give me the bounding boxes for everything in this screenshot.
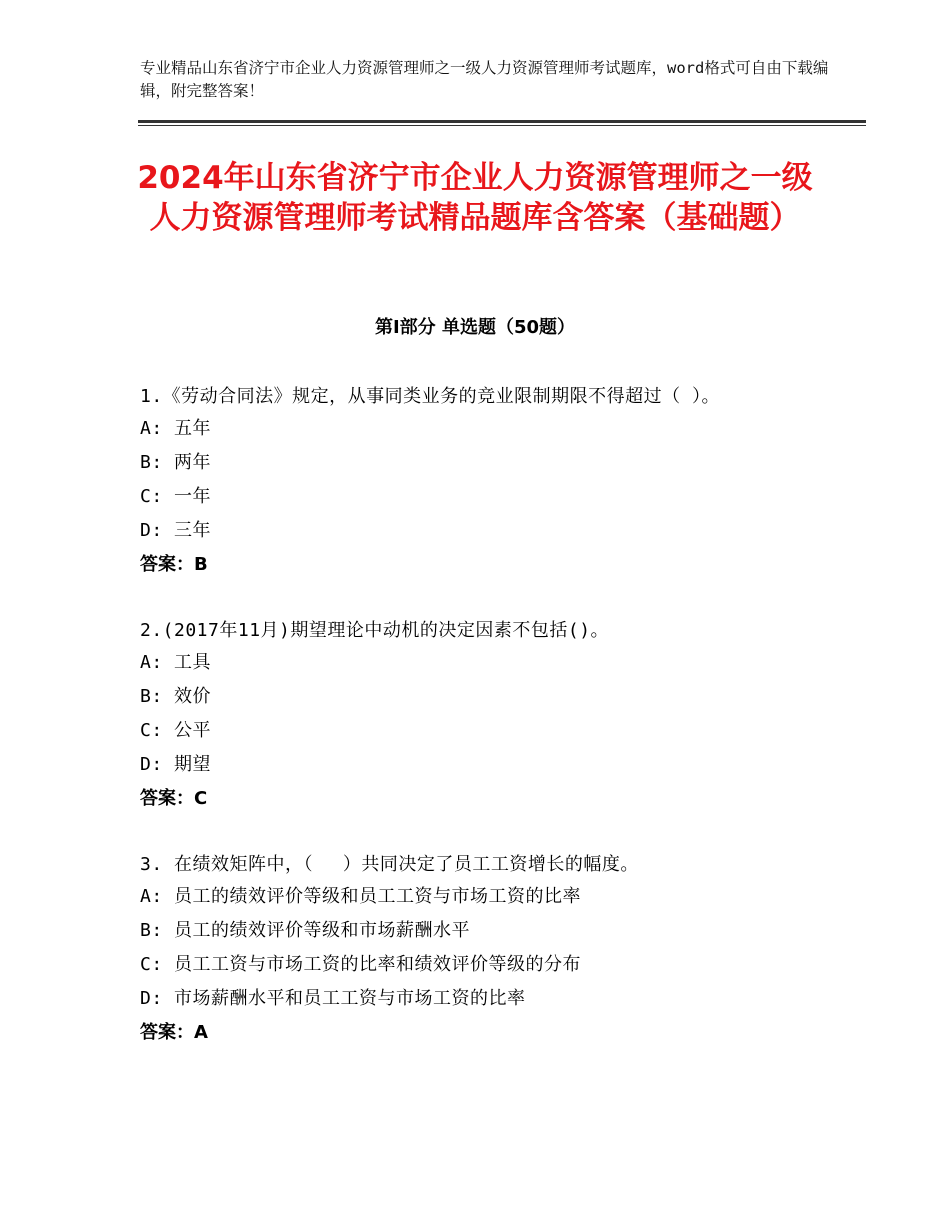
- question-list: [140, 382, 820, 1084]
- header-rule-thick: [138, 120, 866, 123]
- option-b: B: 两年: [140, 452, 212, 473]
- option-d: D: 期望: [140, 754, 212, 775]
- answer-line: 答案：B: [140, 554, 208, 575]
- header-rule-thin: [138, 125, 866, 126]
- option-b: B: 员工的绩效评价等级和市场薪酬水平: [140, 920, 471, 941]
- option-a: A: 工具: [140, 652, 212, 673]
- question-stem: 2.(2017年11月)期望理论中动机的决定因素不包括()。: [140, 620, 610, 641]
- question-stem: 1.《劳动合同法》规定，从事同类业务的竞业限制期限不得超过（ ）。: [140, 386, 721, 407]
- question-3: [140, 850, 820, 1050]
- document-title: 2024年山东省济宁市企业人力资源管理师之一级人力资源管理师考试精品题库含答案（基础题）: [137, 160, 813, 236]
- option-c: C: 一年: [140, 486, 212, 507]
- option-d: D: 三年: [140, 520, 212, 541]
- option-c: C: 公平: [140, 720, 212, 741]
- question-stem: 3. 在绩效矩阵中，（ ）共同决定了员工工资增长的幅度。: [140, 854, 639, 875]
- answer-line: 答案：C: [140, 788, 208, 809]
- option-d: D: 市场薪酬水平和员工工资与市场工资的比率: [140, 988, 526, 1009]
- option-a: A: 五年: [140, 418, 212, 439]
- section-title: 第Ⅰ部分 单选题（50题）: [374, 317, 575, 338]
- question-1: [140, 382, 820, 582]
- question-2: [140, 616, 820, 816]
- option-b: B: 效价: [140, 686, 212, 707]
- option-c: C: 员工工资与市场工资的比率和绩效评价等级的分布: [140, 954, 582, 975]
- option-a: A: 员工的绩效评价等级和员工工资与市场工资的比率: [140, 886, 582, 907]
- header-note: 专业精品山东省济宁市企业人力资源管理师之一级人力资源管理师考试题库，word格式可自由下载编辑，附完整答案！: [140, 59, 829, 100]
- answer-line: 答案：A: [140, 1022, 208, 1043]
